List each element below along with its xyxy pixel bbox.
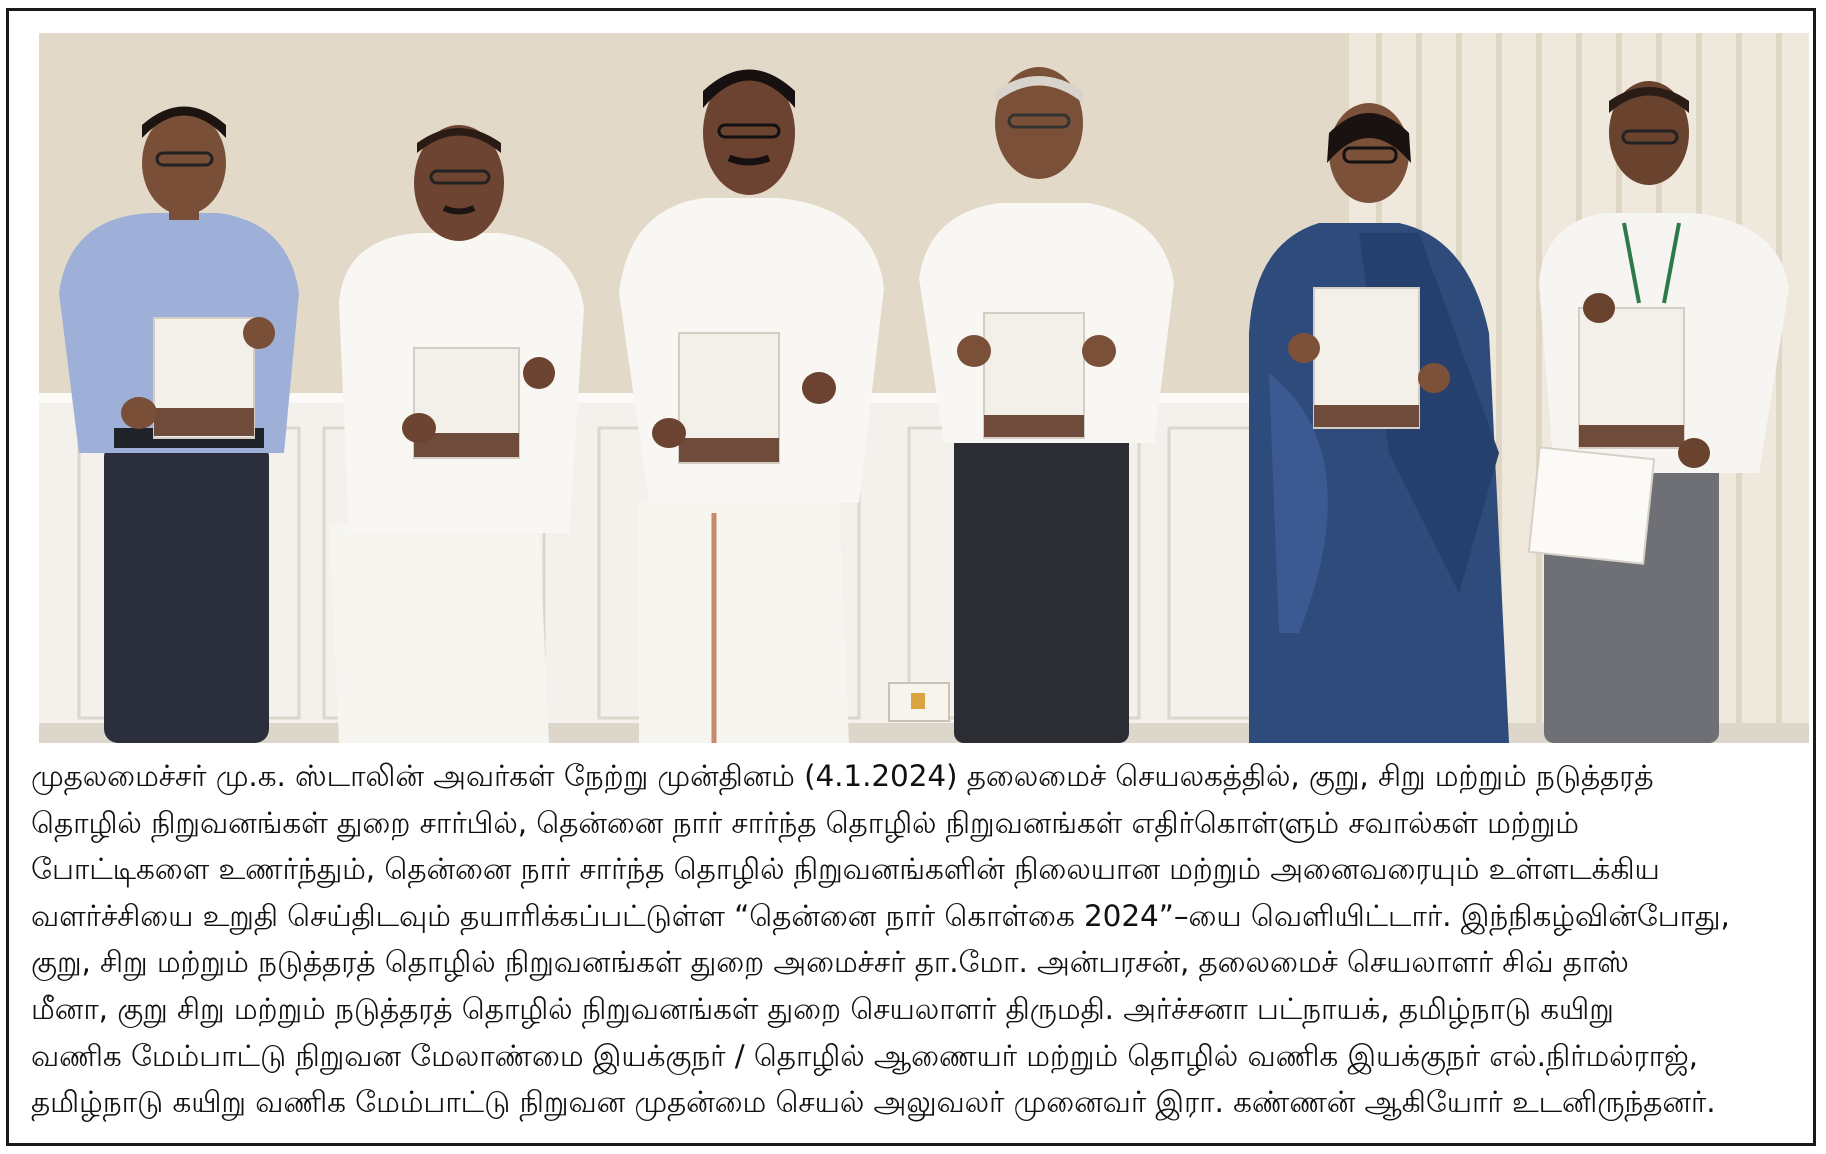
- caption-line: குறு, சிறு மற்றும் நடுத்தரத் தொழில் நிறுவனங்கள் துறை அமைச்சர் தா.மோ. அன்பரசன், தலைமைச் செயலாளர் சிவ் தாஸ்: [31, 945, 1629, 980]
- group-photo: [39, 33, 1809, 743]
- caption-line: வணிக மேம்பாட்டு நிறுவன மேலாண்மை இயக்குநர் / தொழில் ஆணையர் மற்றும் தொழில் வணிக இயக்குநர் எல்.நிர்மல்ராஜ்,: [31, 1038, 1698, 1073]
- caption-line: வளர்ச்சியை உறுதி செய்திடவும் தயாரிக்கப்பட்டுள்ள “தென்னை நார் கொள்கை 2024”–யை வெளியிட்டார். இந்நிகழ்வின்போது,: [31, 898, 1730, 933]
- news-clipping-frame: [6, 8, 1816, 1146]
- caption-line: தமிழ்நாடு கயிறு வணிக மேம்பாட்டு நிறுவன முதன்மை செயல் அலுவலர் முனைவர் இரா. கண்ணன் ஆகியோர் உடனிருந்தனர்.: [31, 1085, 1716, 1120]
- caption-line: மீனா, குறு சிறு மற்றும் நடுத்தரத் தொழில் நிறுவனங்கள் துறை செயலாளர் திருமதி. அர்ச்சனா பட்நாயக், தமிழ்நாடு கயிறு: [31, 991, 1614, 1026]
- caption-line: தொழில் நிறுவனங்கள் துறை சார்பில், தென்னை நார் சார்ந்த தொழில் நிறுவனங்கள் எதிர்கொள்ளும் சவால்கள் மற்றும்: [31, 805, 1579, 840]
- photo-caption: [31, 753, 1813, 1141]
- group-photo-image: [39, 33, 1809, 743]
- caption-line: முதலமைச்சர் மு.க. ஸ்டாலின் அவர்கள் நேற்று முன்தினம் (4.1.2024) தலைமைச் செயலகத்தில், குறு, சிறு மற்றும் நடுத்தரத்: [31, 759, 1654, 793]
- caption-line: போட்டிகளை உணர்ந்தும், தென்னை நார் சார்ந்த தொழில் நிறுவனங்களின் நிலையான மற்றும் அனைவரையும் உள்ளடக்கிய: [31, 852, 1660, 887]
